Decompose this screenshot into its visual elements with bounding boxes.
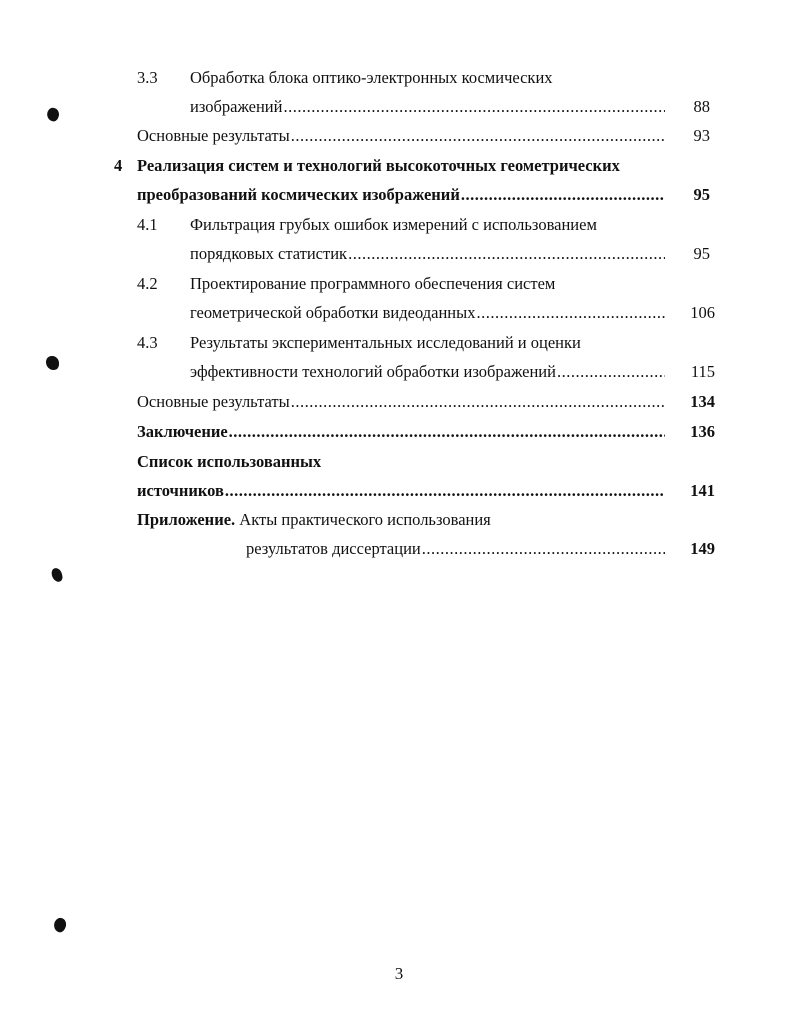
toc-title-results-3: Основные результаты xyxy=(137,126,290,145)
toc-num-4: 4 xyxy=(114,156,123,175)
dot-leader xyxy=(229,422,665,442)
toc-title-results-4: Основные результаты xyxy=(137,392,290,411)
dot-leader xyxy=(476,303,665,323)
toc-title-appendix-line1 xyxy=(137,510,491,530)
toc-entry-results-3 xyxy=(137,126,665,146)
toc-title-appendix-line2: результатов диссертации xyxy=(246,539,421,558)
toc-num-3-3: 3.3 xyxy=(137,68,158,87)
toc-page-3-3: 88 xyxy=(693,97,710,116)
toc-page-conclusion: 136 xyxy=(690,422,715,441)
toc-title-4-line1: Реализация систем и технологий высокоточных геометрических xyxy=(137,156,620,175)
scan-blot xyxy=(46,356,59,370)
toc-title-4-3-line2: эффективности технологий обработки изображений xyxy=(190,362,556,381)
dot-leader xyxy=(422,539,665,559)
toc-title-4-2-line1: Проектирование программного обеспечения систем xyxy=(190,274,556,293)
dot-leader xyxy=(461,185,665,205)
toc-entry-4-1 xyxy=(190,244,665,264)
toc-title-4-1-line2: порядковых статистик xyxy=(190,244,348,263)
toc-page-refs: 141 xyxy=(690,481,715,500)
dot-leader xyxy=(291,126,665,146)
toc-title-refs-line2: источников xyxy=(137,481,224,500)
toc-page-appendix: 149 xyxy=(690,539,715,558)
toc-title-3-3-line2: изображений xyxy=(190,97,283,116)
toc-title-3-3-line1: Обработка блока оптико-электронных космических xyxy=(190,68,553,87)
toc-page-4-1: 95 xyxy=(693,244,710,263)
appendix-label: Приложение. xyxy=(137,510,236,529)
toc-page-results-3: 93 xyxy=(693,126,710,145)
toc-title-4-1-line1: Фильтрация грубых ошибок измерений с использованием xyxy=(190,215,597,234)
toc-entry-appendix xyxy=(246,539,665,559)
toc-page-4: 95 xyxy=(693,185,710,204)
toc-num-4-1: 4.1 xyxy=(137,215,158,234)
toc-title-4-3-line1: Результаты экспериментальных исследований и оценки xyxy=(190,333,581,352)
toc-entry-conclusion xyxy=(137,422,665,442)
toc-title-4-2-line2: геометрической обработки видеоданных xyxy=(190,303,476,322)
page-number: 3 xyxy=(394,964,404,983)
toc-num-4-3: 4.3 xyxy=(137,333,158,352)
dot-leader xyxy=(225,481,665,501)
dot-leader xyxy=(348,244,665,264)
toc-entry-4-3 xyxy=(190,362,665,382)
toc-num-4-2: 4.2 xyxy=(137,274,158,293)
dot-leader xyxy=(291,392,665,412)
toc-page-results-4: 134 xyxy=(690,392,715,411)
toc-title-refs-line1: Список использованных xyxy=(137,452,322,471)
dot-leader xyxy=(283,97,665,117)
toc-entry-results-4 xyxy=(137,392,665,412)
scan-blot xyxy=(52,916,69,934)
toc-entry-3-3 xyxy=(190,97,665,117)
toc-title-4-line2: преобразований космических изображений xyxy=(137,185,460,204)
toc-entry-4 xyxy=(137,185,665,205)
scan-blot xyxy=(45,106,61,122)
appendix-title: Акты практического использования xyxy=(235,510,491,529)
toc-entry-4-2 xyxy=(190,303,665,323)
toc-title-conclusion: Заключение xyxy=(137,422,228,441)
toc-entry-refs xyxy=(137,481,665,501)
dot-leader xyxy=(557,362,665,382)
scan-blot xyxy=(50,567,63,583)
toc-page-4-2: 106 xyxy=(690,303,715,322)
toc-page-4-3: 115 xyxy=(690,362,715,381)
